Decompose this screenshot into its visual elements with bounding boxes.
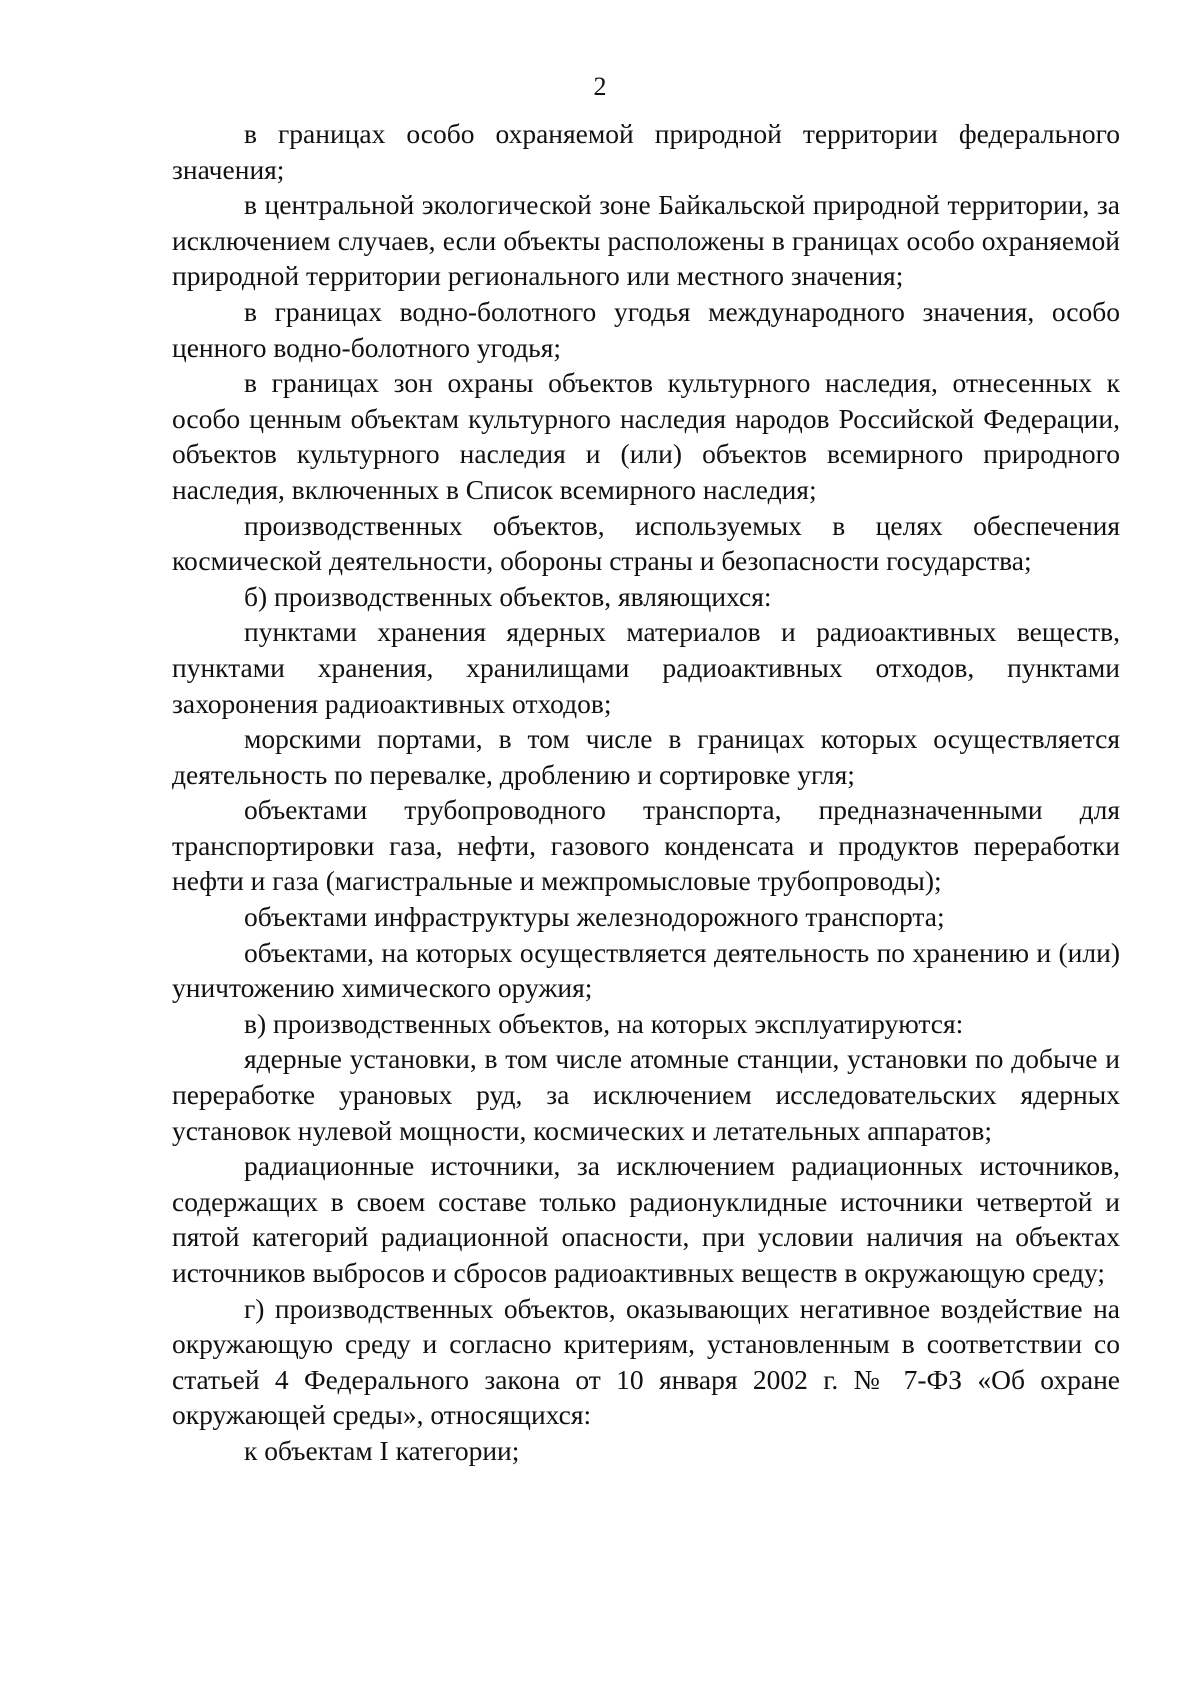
- paragraph-14: радиационные источники, за исключением радиационных источников, содержащих в своем составе только радионуклидные источники четвертой и пятой категорий радиационной опасности, при условии наличия на объектах источников выбросов и сбросов радиоактивных веществ в окружающую среду;: [172, 1150, 1120, 1288]
- paragraph-15: г) производственных объектов, оказывающих негативное воздействие на окружающую среду и согласно критериям, установленным в соответствии со статьей 4 Федерального закона от 10 января 2002 г. № 7-ФЗ «Об охране окружающей среды», относящихся:: [172, 1292, 1120, 1431]
- paragraph-8: морскими портами, в том числе в границах которых осуществляется деятельность по перевалке, дроблению и сортировке угля;: [172, 723, 1120, 790]
- paragraph-3: в границах водно-болотного угодья международного значения, особо ценного водно-болотного угодья;: [172, 295, 1120, 363]
- paragraph-5: производственных объектов, используемых в целях обеспечения космической деятельности, обороны страны и безопасности государства;: [172, 509, 1120, 577]
- paragraph-6: б) производственных объектов, являющихся:: [244, 580, 772, 612]
- paragraph-4: в границах зон охраны объектов культурного наследия, отнесенных к особо ценным объектам культурного наследия народов Российской Федерации, объектов культурного наследия и (или) объектов всемирного природного наследия, включенных в Список всемирного наследия;: [172, 367, 1120, 505]
- paragraph-11: объектами, на которых осуществляется деятельность по хранению и (или) уничтожению химического оружия;: [172, 936, 1120, 1004]
- paragraph-12: в) производственных объектов, на которых эксплуатируются:: [244, 1007, 964, 1039]
- paragraph-10: объектами инфраструктуры железнодорожного транспорта;: [244, 901, 945, 933]
- paragraph-16: к объектам I категории;: [244, 1434, 520, 1466]
- paragraph-9: объектами трубопроводного транспорта, предназначенными для транспортировки газа, нефти, газового конденсата и продуктов переработки нефти и газа (магистральные и межпромысловые трубопроводы);: [172, 794, 1120, 897]
- document-body: [172, 116, 1120, 1469]
- paragraph-2: в центральной экологической зоне Байкальской природной территории, за исключением случаев, если объекты расположены в границах особо охраняемой природной территории регионального или местного значения;: [172, 189, 1120, 292]
- page-number: 2: [593, 72, 607, 101]
- paragraph-1: в границах особо охраняемой природной территории федерального значения;: [172, 118, 1120, 185]
- paragraph-13: ядерные установки, в том числе атомные станции, установки по добыче и переработке урановых руд, за исключением исследовательских ядерных установок нулевой мощности, космических и летательных аппаратов;: [172, 1043, 1120, 1146]
- paragraph-7: пунктами хранения ядерных материалов и радиоактивных веществ, пунктами хранения, хранилищами радиоактивных отходов, пунктами захоронения радиоактивных отходов;: [172, 616, 1120, 719]
